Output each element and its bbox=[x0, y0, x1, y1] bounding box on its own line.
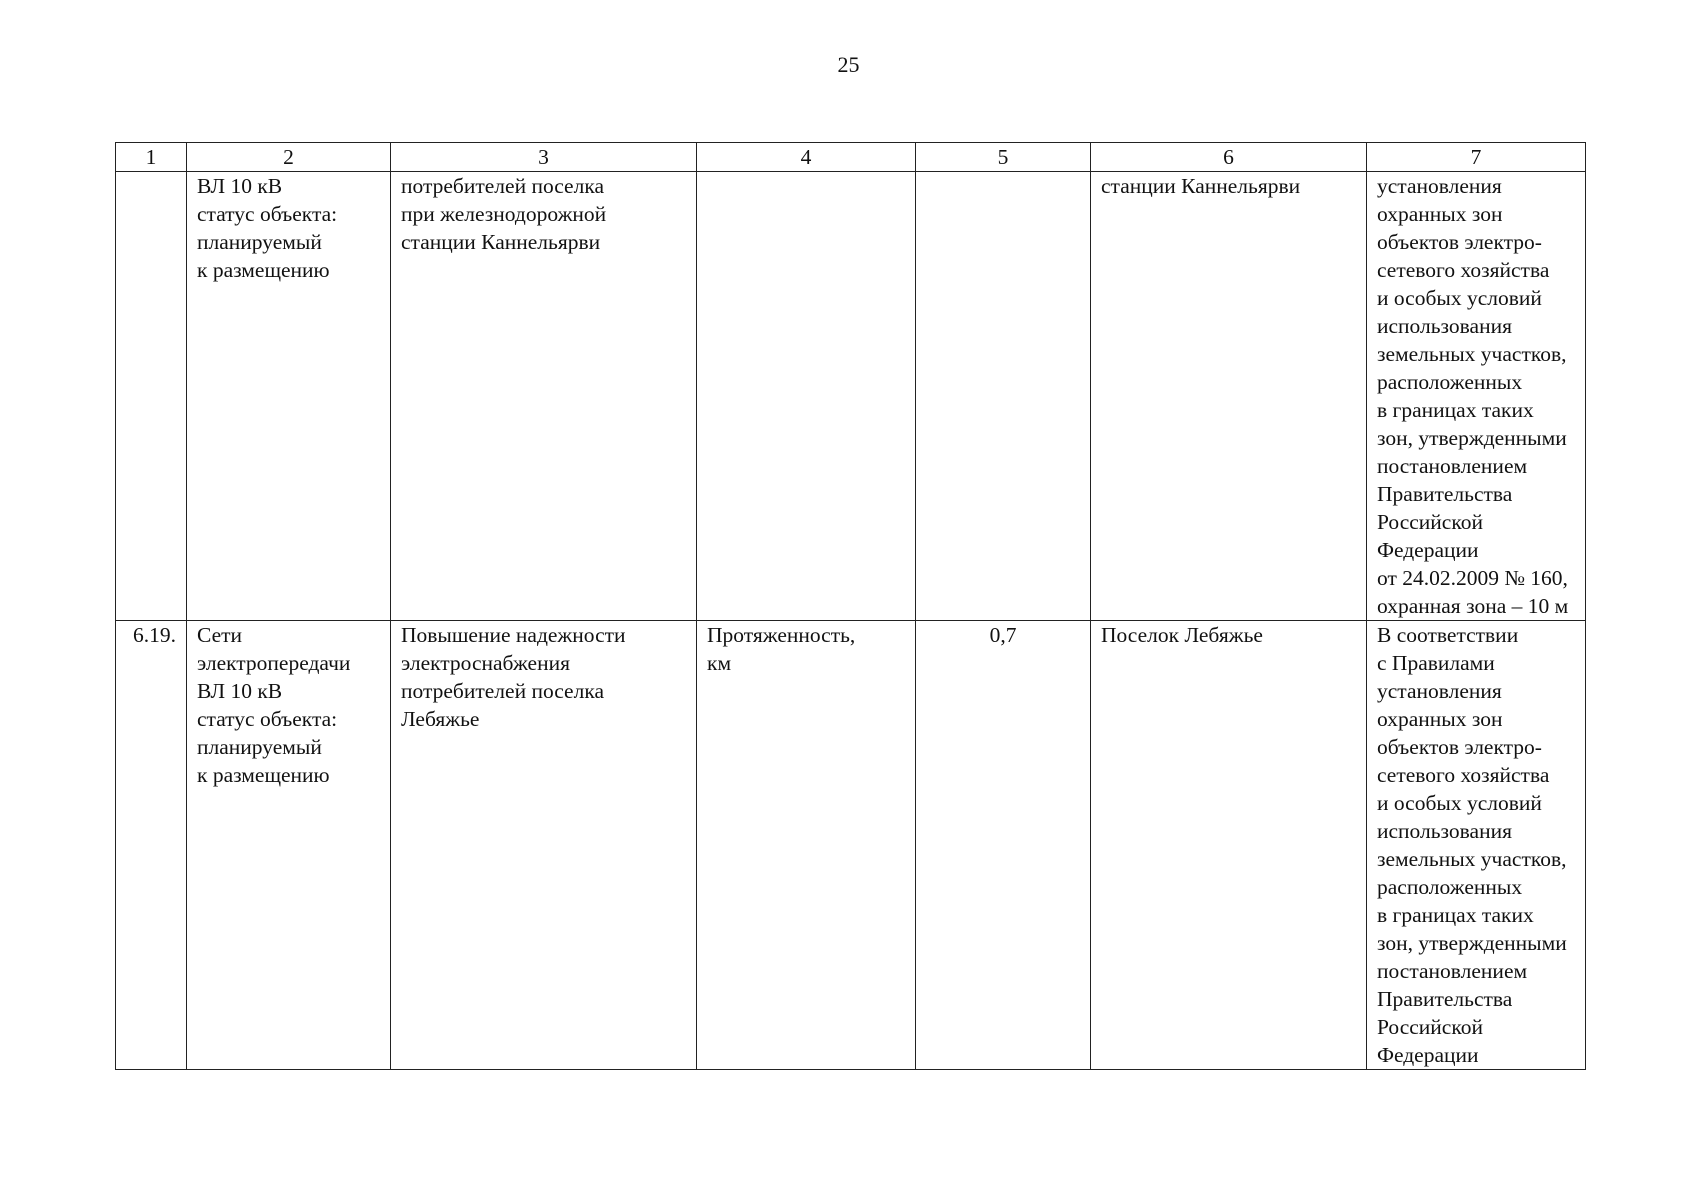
cell-text-line: охранных зон bbox=[1377, 707, 1503, 731]
cell-text-line: Правительства bbox=[1377, 987, 1513, 1011]
cell-text-line: Федерации bbox=[1377, 538, 1479, 562]
cell-text-line: км bbox=[707, 651, 732, 675]
purpose-cell bbox=[391, 172, 697, 621]
cell-text-line: и особых условий bbox=[1377, 286, 1542, 310]
value-cell bbox=[916, 621, 1091, 1070]
cell-text-line: охранная зона – 10 м bbox=[1377, 594, 1569, 618]
cell-text-line: земельных участков, bbox=[1377, 342, 1567, 366]
document-table bbox=[115, 142, 1586, 1070]
column-header: 7 bbox=[1367, 143, 1586, 172]
row-number-cell bbox=[116, 621, 187, 1070]
cell-text-line: к размещению bbox=[197, 258, 330, 282]
row-number-cell bbox=[116, 172, 187, 621]
cell-text-line: станции Каннельярви bbox=[401, 230, 601, 254]
cell-text-line: земельных участков, bbox=[1377, 847, 1567, 871]
column-header: 3 bbox=[391, 143, 697, 172]
column-header: 4 bbox=[697, 143, 916, 172]
cell-text-line: 0,7 bbox=[989, 623, 1017, 647]
cell-text-line: 6.19. bbox=[133, 623, 176, 647]
column-header: 2 bbox=[187, 143, 391, 172]
column-header: 1 bbox=[116, 143, 187, 172]
cell-text-line: установления bbox=[1377, 174, 1502, 198]
cell-text-line: постановлением bbox=[1377, 959, 1528, 983]
cell-text-line: зон, утвержденными bbox=[1377, 426, 1567, 450]
cell-text-line: Российской bbox=[1377, 1015, 1483, 1039]
value-cell bbox=[916, 172, 1091, 621]
cell-text-line: ВЛ 10 кВ bbox=[197, 174, 283, 198]
cell-text-line: Поселок Лебяжье bbox=[1101, 623, 1263, 647]
cell-text-line: электропередачи bbox=[197, 651, 351, 675]
cell-text-line: объектов электро- bbox=[1377, 230, 1542, 254]
cell-text-line: сетевого хозяйства bbox=[1377, 258, 1550, 282]
zone-characteristics-cell bbox=[1367, 621, 1586, 1070]
cell-text-line: электроснабжения bbox=[401, 651, 570, 675]
zone-characteristics-cell bbox=[1367, 172, 1586, 621]
cell-text-line: Повышение надежности bbox=[401, 623, 626, 647]
table-header-row bbox=[116, 143, 1586, 172]
characteristic-cell bbox=[697, 172, 916, 621]
cell-text-line: Российской bbox=[1377, 510, 1483, 534]
purpose-cell bbox=[391, 621, 697, 1070]
cell-text-line: Федерации bbox=[1377, 1043, 1479, 1067]
cell-text-line: расположенных bbox=[1377, 875, 1523, 899]
cell-text-line: использования bbox=[1377, 819, 1512, 843]
cell-text-line: охранных зон bbox=[1377, 202, 1503, 226]
cell-text-line: потребителей поселка bbox=[401, 174, 604, 198]
object-name-cell bbox=[187, 621, 391, 1070]
cell-text-line: установления bbox=[1377, 679, 1502, 703]
cell-text-line: использования bbox=[1377, 314, 1512, 338]
location-cell bbox=[1091, 172, 1367, 621]
cell-text-line: зон, утвержденными bbox=[1377, 931, 1567, 955]
cell-text-line: Протяженность, bbox=[707, 623, 856, 647]
cell-text-line: Правительства bbox=[1377, 482, 1513, 506]
column-header: 6 bbox=[1091, 143, 1367, 172]
cell-text-line: статус объекта: bbox=[197, 707, 338, 731]
cell-text-line: постановлением bbox=[1377, 454, 1528, 478]
cell-text-line: в границах таких bbox=[1377, 903, 1534, 927]
cell-text-line: сетевого хозяйства bbox=[1377, 763, 1550, 787]
object-name-cell bbox=[187, 172, 391, 621]
location-cell bbox=[1091, 621, 1367, 1070]
cell-text-line: расположенных bbox=[1377, 370, 1523, 394]
cell-text-line: от 24.02.2009 № 160, bbox=[1377, 566, 1568, 590]
cell-text-line: планируемый bbox=[197, 735, 322, 759]
column-header: 5 bbox=[916, 143, 1091, 172]
cell-text-line: при железнодорожной bbox=[401, 202, 607, 226]
cell-text-line: потребителей поселка bbox=[401, 679, 604, 703]
cell-text-line: В соответствии bbox=[1377, 623, 1519, 647]
cell-text-line: с Правилами bbox=[1377, 651, 1495, 675]
page-number: 25 bbox=[837, 52, 860, 77]
cell-text-line: Сети bbox=[197, 623, 243, 647]
cell-text-line: объектов электро- bbox=[1377, 735, 1542, 759]
cell-text-line: ВЛ 10 кВ bbox=[197, 679, 283, 703]
cell-text-line: в границах таких bbox=[1377, 398, 1534, 422]
table-row bbox=[116, 172, 1586, 621]
characteristic-cell bbox=[697, 621, 916, 1070]
cell-text-line: и особых условий bbox=[1377, 791, 1542, 815]
table-row bbox=[116, 621, 1586, 1070]
cell-text-line: к размещению bbox=[197, 763, 330, 787]
cell-text-line: Лебяжье bbox=[401, 707, 480, 731]
cell-text-line: статус объекта: bbox=[197, 202, 338, 226]
cell-text-line: планируемый bbox=[197, 230, 322, 254]
cell-text-line: станции Каннельярви bbox=[1101, 174, 1301, 198]
